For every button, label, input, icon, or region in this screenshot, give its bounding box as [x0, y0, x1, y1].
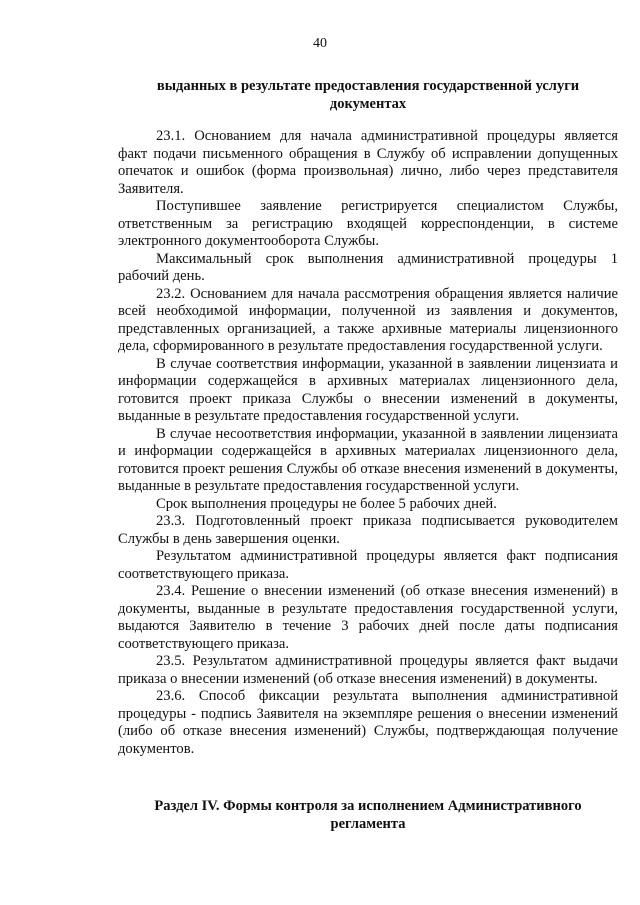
- paragraph-term: Срок выполнения процедуры не более 5 рабочих дней.: [156, 495, 497, 512]
- document-body: [118, 128, 618, 758]
- paragraph-23-1: 23.1. Основанием для начала административной процедуры является факт подачи письменного обращения в Службу об исправлении допущенных опечаток и ошибок (форма произвольная) лично, либо через представителя Заявителя.: [118, 128, 618, 197]
- section-heading-iv: Раздел IV. Формы контроля за исполнением Административного регламента: [154, 798, 582, 832]
- paragraph-23-2: 23.2. Основанием для начала рассмотрения обращения является наличие всей необходимой информации, полученной из заявления и документов, представленных организацией, а также архивные материалы лицензионного дела, сформированного в результате предоставления государственной услуги.: [118, 285, 618, 354]
- paragraph-registration: Поступившее заявление регистрируется специалистом Службы, ответственным за регистрацию входящей корреспонденции, в системе электронного документооборота Службы.: [118, 198, 618, 249]
- paragraph-23-5: 23.5. Результатом административной процедуры является факт выдачи приказа о внесении изменений (об отказе внесения изменений) в документы.: [118, 653, 618, 687]
- paragraph-result-signing: Результатом административной процедуры является факт подписания соответствующего приказа.: [118, 548, 618, 582]
- paragraph-max-term: Максимальный срок выполнения административной процедуры 1 рабочий день.: [118, 250, 618, 284]
- page-number: 40: [313, 36, 327, 51]
- paragraph-23-4: 23.4. Решение о внесении изменений (об отказе внесения изменений) в документы, выданные в результате предоставления государственной услуги, выдаются Заявителю в течение 3 рабочих дней после даты подписания соответствующего приказа.: [118, 583, 618, 652]
- paragraph-23-3: 23.3. Подготовленный проект приказа подписывается руководителем Службы в день завершения оценки.: [118, 513, 618, 547]
- paragraph-match-case: В случае соответствия информации, указанной в заявлении лицензиата и информации содержащейся в архивных материалах лицензионного дела, готовится проект приказа Службы о внесении изменений в документы, выданные в результате предоставления государственной услуги.: [118, 355, 618, 424]
- paragraph-mismatch-case: В случае несоответствия информации, указанной в заявлении лицензиата и информации содержащейся в архивных материалах лицензионного дела, готовится проект решения Службы об отказе внесения изменений в документы, выданные в результате предоставления государственной услуги.: [118, 425, 618, 494]
- section-heading-continued: выданных в результате предоставления государственной услуги документах: [156, 78, 580, 112]
- paragraph-23-6: 23.6. Способ фиксации результата выполнения административной процедуры - подпись Заявителя на экземпляре решения о внесении изменений (либо об отказе внесения изменений) Службы, подтверждающая получение документов.: [118, 688, 618, 757]
